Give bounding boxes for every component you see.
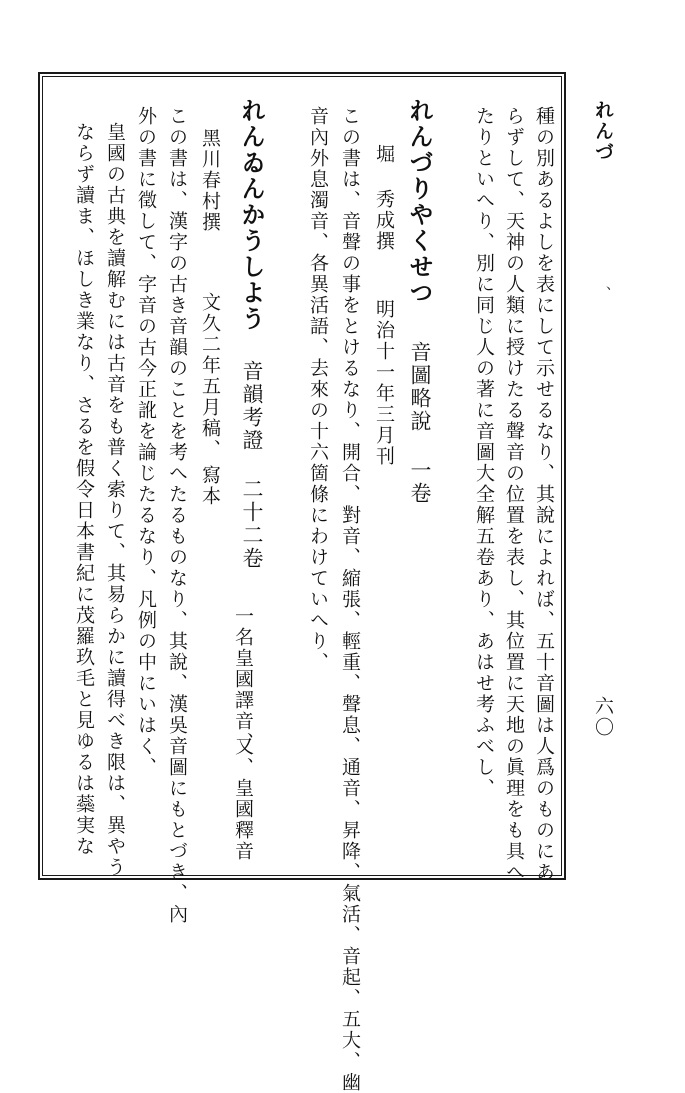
entry-alt-name-2: 又、皇國釋音 [232, 736, 254, 862]
text-column-8: この書は、音聲の事をとけるなり、開合、對音、縮張、輕重、聲息、通音、昇降、氣活、音起、五大、幽 [339, 106, 361, 1093]
text-column-19: 皇國の古典を讀解むには古音をも普く索りて、其易らかに讀得べき限は、異やう [104, 122, 126, 878]
text-column-1: 種の別あるよしを表にして示せるなり、其說によれば、五十音圖は人爲のものにあ [533, 106, 555, 883]
text-column-2: らずして、天神の人類に授けたる聲音の位置を表し、其位置に天地の眞理をも具へ [503, 106, 525, 883]
entry-date: 明治十一年三月刊 [373, 299, 395, 467]
ink-mark: 、 [606, 277, 620, 293]
entry-title-onin-kousho: 音韻考證 二十二卷 [240, 360, 264, 570]
entry-alt-name-1: 一名皇國譯音、 [232, 606, 254, 753]
page-number: 六〇 [592, 696, 614, 738]
entry-date: 文久二年五月稿、 [199, 292, 221, 460]
entry-author: 黑川春村撰 [199, 128, 221, 233]
running-head: れんづ [592, 100, 614, 163]
text-column-9: 音內外息濁音、各異活語、去來の十六箇條にわけていへり、 [307, 106, 329, 673]
text-column-20: ならず讀ま、ほしき業なり、さるを假令日本書紀に茂羅玖毛と見ゆるは蘂実な [73, 122, 95, 857]
entry-manuscript-note: 寫本 [199, 465, 221, 507]
entry-author: 堀 秀成撰 [373, 144, 395, 252]
entry-heading-rensetsu: れんづりやくせつ [405, 98, 433, 306]
entry-heading-renin-kousho: れんゐんかうしよう [237, 98, 265, 332]
text-column-3: たりといへり、別に同じ人の著に音圖大全解五卷あり、あはせ考ふべし、 [473, 106, 495, 799]
text-column-17: この書は、漢字の古き音韻のことを考へたるものなり、其說、漢吳音圖にもとづき、內 [166, 106, 188, 925]
text-column-18: 外の書に徵して、字音の古今正訛を論じたるなり、凡例の中にいはく、 [135, 106, 157, 778]
entry-title-onzu-ryakusetsu: 音圖略說 一卷 [408, 341, 432, 505]
